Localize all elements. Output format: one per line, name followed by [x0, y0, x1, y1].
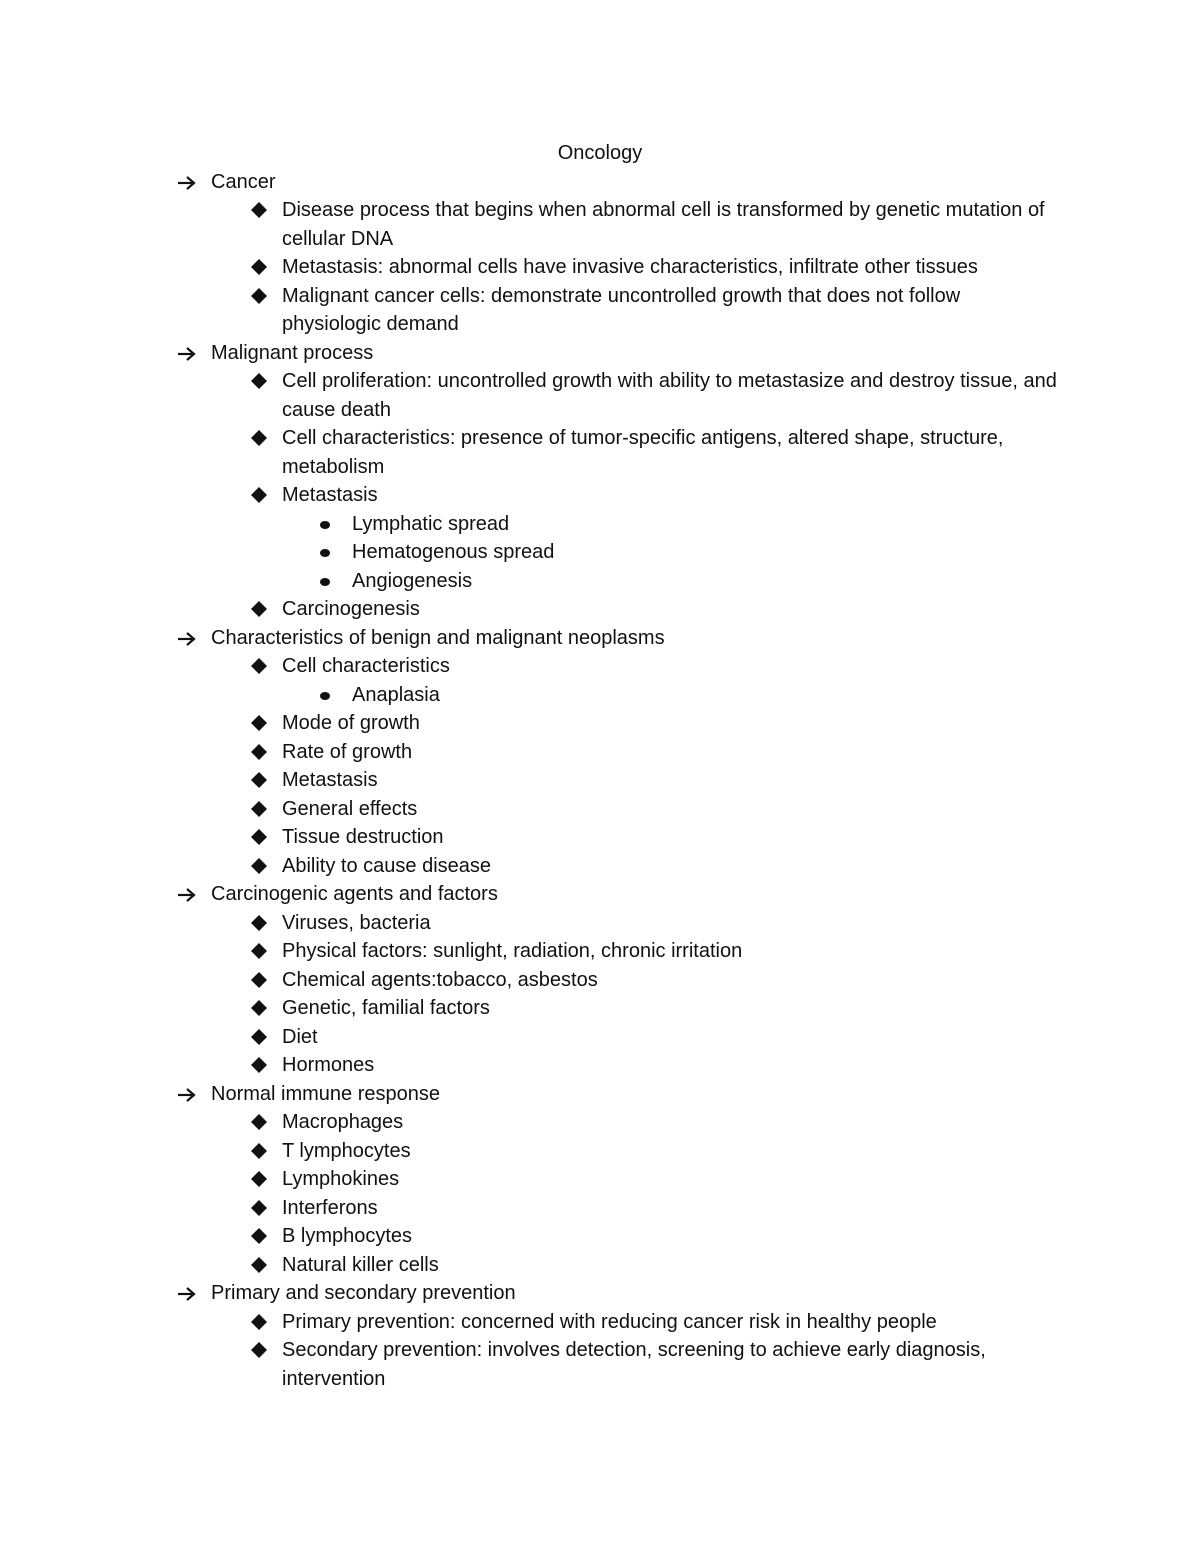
list-item-text: Metastasis — [282, 769, 378, 791]
bullet-marker — [248, 1137, 272, 1165]
bullet-marker — [248, 424, 272, 452]
diamond-bullet-icon — [248, 709, 270, 737]
bullet-marker — [176, 339, 200, 367]
diamond-bullet-icon — [248, 282, 270, 310]
bullet-marker — [248, 367, 272, 395]
bullet-marker — [248, 1336, 272, 1364]
list-item-text: Natural killer cells — [282, 1253, 439, 1276]
list-item-text: Mode of growth — [282, 712, 420, 734]
list-item — [0, 1051, 1200, 1080]
list-item — [0, 424, 1200, 481]
bullet-marker — [248, 909, 272, 937]
bullet-marker — [248, 994, 272, 1022]
list-item-text: Cell proliferation: uncontrolled growth with ability to metastasize and destroy tissue, and cause death — [282, 370, 1057, 421]
bullet-marker — [248, 1308, 272, 1336]
section-heading-text: Primary and secondary prevention — [211, 1282, 516, 1304]
list-item-text: General effects — [282, 797, 418, 820]
bullet-marker — [248, 1023, 272, 1051]
list-item — [0, 253, 1200, 282]
bullet-marker — [318, 538, 338, 566]
list-item — [0, 1336, 1200, 1393]
section-heading-text: Characteristics of benign and malignant neoplasms — [211, 626, 665, 649]
dot-bullet-icon — [318, 567, 334, 595]
bullet-marker — [248, 1194, 272, 1222]
bullet-marker — [248, 1251, 272, 1279]
list-item-text: Secondary prevention: involves detection, screening to achieve early diagnosis, intervention — [282, 1339, 986, 1390]
arrow-bullet-icon — [176, 1279, 198, 1307]
bullet-marker — [318, 681, 338, 709]
list-item — [0, 652, 1200, 681]
diamond-bullet-icon — [248, 1023, 270, 1051]
list-item-text: Cell characteristics — [282, 655, 450, 677]
diamond-bullet-icon — [248, 652, 270, 680]
list-item — [0, 1308, 1200, 1337]
list-item — [0, 1222, 1200, 1251]
bullet-marker — [248, 1051, 272, 1079]
diamond-bullet-icon — [248, 1308, 270, 1336]
diamond-bullet-icon — [248, 823, 270, 851]
sub-list-item — [0, 567, 1200, 596]
bullet-marker — [248, 481, 272, 509]
list-item — [0, 481, 1200, 510]
section-heading — [0, 168, 1200, 197]
sub-list-item-text: Anaplasia — [352, 683, 440, 706]
list-item — [0, 709, 1200, 738]
list-item-text: Chemical agents:tobacco, asbestos — [282, 968, 598, 991]
diamond-bullet-icon — [248, 367, 270, 395]
list-item-text: Ability to cause disease — [282, 854, 492, 877]
list-item-text: Hormones — [282, 1054, 375, 1076]
arrow-bullet-icon — [176, 624, 198, 652]
bullet-marker — [248, 652, 272, 680]
bullet-marker — [248, 282, 272, 310]
section-heading — [0, 339, 1200, 368]
list-item — [0, 1108, 1200, 1137]
list-item-text: Carcinogenesis — [282, 598, 420, 620]
diamond-bullet-icon — [248, 909, 270, 937]
bullet-marker — [248, 1165, 272, 1193]
list-item-text: Macrophages — [282, 1111, 404, 1133]
list-item — [0, 367, 1200, 424]
section-heading — [0, 1080, 1200, 1109]
section-heading-text: Normal immune response — [211, 1082, 440, 1105]
bullet-marker — [176, 880, 200, 908]
section-heading — [0, 880, 1200, 909]
sub-list-item-text: Angiogenesis — [352, 569, 473, 592]
bullet-marker — [248, 253, 272, 281]
dot-bullet-icon — [318, 510, 334, 538]
diamond-bullet-icon — [248, 795, 270, 823]
section-heading-text: Malignant process — [211, 341, 374, 364]
list-item — [0, 1194, 1200, 1223]
bullet-marker — [176, 1279, 200, 1307]
sub-list-item-text: Hematogenous spread — [352, 541, 555, 563]
section-heading — [0, 624, 1200, 653]
bullet-marker — [248, 709, 272, 737]
diamond-bullet-icon — [248, 1194, 270, 1222]
bullet-marker — [248, 937, 272, 965]
diamond-bullet-icon — [248, 481, 270, 509]
section-heading — [0, 1279, 1200, 1308]
bullet-marker — [176, 168, 200, 196]
list-item-text: Malignant cancer cells: demonstrate uncontrolled growth that does not follow physiologic demand — [282, 284, 961, 335]
list-item-text: Metastasis — [282, 484, 378, 506]
dot-bullet-icon — [318, 681, 334, 709]
diamond-bullet-icon — [248, 595, 270, 623]
list-item — [0, 852, 1200, 881]
diamond-bullet-icon — [248, 852, 270, 880]
list-item — [0, 1251, 1200, 1280]
sub-list-item — [0, 510, 1200, 539]
list-item-text: Genetic, familial factors — [282, 997, 490, 1019]
list-item — [0, 795, 1200, 824]
list-item — [0, 282, 1200, 339]
list-item — [0, 738, 1200, 767]
bullet-marker — [248, 795, 272, 823]
list-item — [0, 196, 1200, 253]
list-item-text: Metastasis: abnormal cells have invasive characteristics, infiltrate other tissues — [282, 256, 978, 278]
sub-list-item-text: Lymphatic spread — [352, 512, 510, 535]
bullet-marker — [248, 196, 272, 224]
diamond-bullet-icon — [248, 253, 270, 281]
bullet-marker — [248, 766, 272, 794]
list-item — [0, 937, 1200, 966]
diamond-bullet-icon — [248, 766, 270, 794]
arrow-bullet-icon — [176, 168, 198, 196]
diamond-bullet-icon — [248, 1051, 270, 1079]
list-item-text: Diet — [282, 1025, 318, 1048]
section-heading-text: Carcinogenic agents and factors — [211, 883, 498, 905]
list-item — [0, 966, 1200, 995]
bullet-marker — [248, 1222, 272, 1250]
list-item-text: Cell characteristics: presence of tumor-specific antigens, altered shape, structure, metabolism — [282, 427, 1004, 478]
diamond-bullet-icon — [248, 937, 270, 965]
diamond-bullet-icon — [248, 1251, 270, 1279]
bullet-marker — [176, 624, 200, 652]
bullet-marker — [248, 823, 272, 851]
list-item-text: T lymphocytes — [282, 1139, 411, 1162]
dot-bullet-icon — [318, 538, 334, 566]
list-item-text: Interferons — [282, 1196, 378, 1219]
diamond-bullet-icon — [248, 196, 270, 224]
list-item — [0, 1023, 1200, 1052]
list-item-text: Lymphokines — [282, 1168, 400, 1190]
list-item — [0, 1165, 1200, 1194]
diamond-bullet-icon — [248, 994, 270, 1022]
bullet-marker — [248, 852, 272, 880]
list-item — [0, 766, 1200, 795]
bullet-marker — [318, 510, 338, 538]
list-item-text: Viruses, bacteria — [282, 911, 431, 934]
diamond-bullet-icon — [248, 1222, 270, 1250]
list-item — [0, 823, 1200, 852]
bullet-marker — [248, 738, 272, 766]
outline-list — [0, 168, 1200, 1394]
bullet-marker — [248, 1108, 272, 1136]
document-page — [0, 139, 1200, 1393]
diamond-bullet-icon — [248, 966, 270, 994]
list-item-text: Tissue destruction — [282, 826, 444, 848]
diamond-bullet-icon — [248, 1137, 270, 1165]
diamond-bullet-icon — [248, 1108, 270, 1136]
list-item-text: Disease process that begins when abnormal cell is transformed by genetic mutation of cellular DNA — [282, 199, 1045, 250]
list-item-text: Primary prevention: concerned with reducing cancer risk in healthy people — [282, 1310, 937, 1333]
list-item — [0, 1137, 1200, 1166]
diamond-bullet-icon — [248, 1336, 270, 1364]
arrow-bullet-icon — [176, 1080, 198, 1108]
bullet-marker — [318, 567, 338, 595]
list-item — [0, 994, 1200, 1023]
list-item-text: B lymphocytes — [282, 1225, 413, 1247]
list-item — [0, 909, 1200, 938]
sub-list-item — [0, 681, 1200, 710]
diamond-bullet-icon — [248, 1165, 270, 1193]
section-heading-text: Cancer — [211, 170, 276, 193]
list-item-text: Rate of growth — [282, 740, 413, 763]
bullet-marker — [248, 595, 272, 623]
diamond-bullet-icon — [248, 738, 270, 766]
bullet-marker — [176, 1080, 200, 1108]
arrow-bullet-icon — [176, 880, 198, 908]
bullet-marker — [248, 966, 272, 994]
arrow-bullet-icon — [176, 339, 198, 367]
list-item — [0, 595, 1200, 624]
sub-list-item — [0, 538, 1200, 567]
diamond-bullet-icon — [248, 424, 270, 452]
list-item-text: Physical factors: sunlight, radiation, chronic irritation — [282, 940, 743, 962]
document-title: Oncology — [557, 142, 643, 164]
